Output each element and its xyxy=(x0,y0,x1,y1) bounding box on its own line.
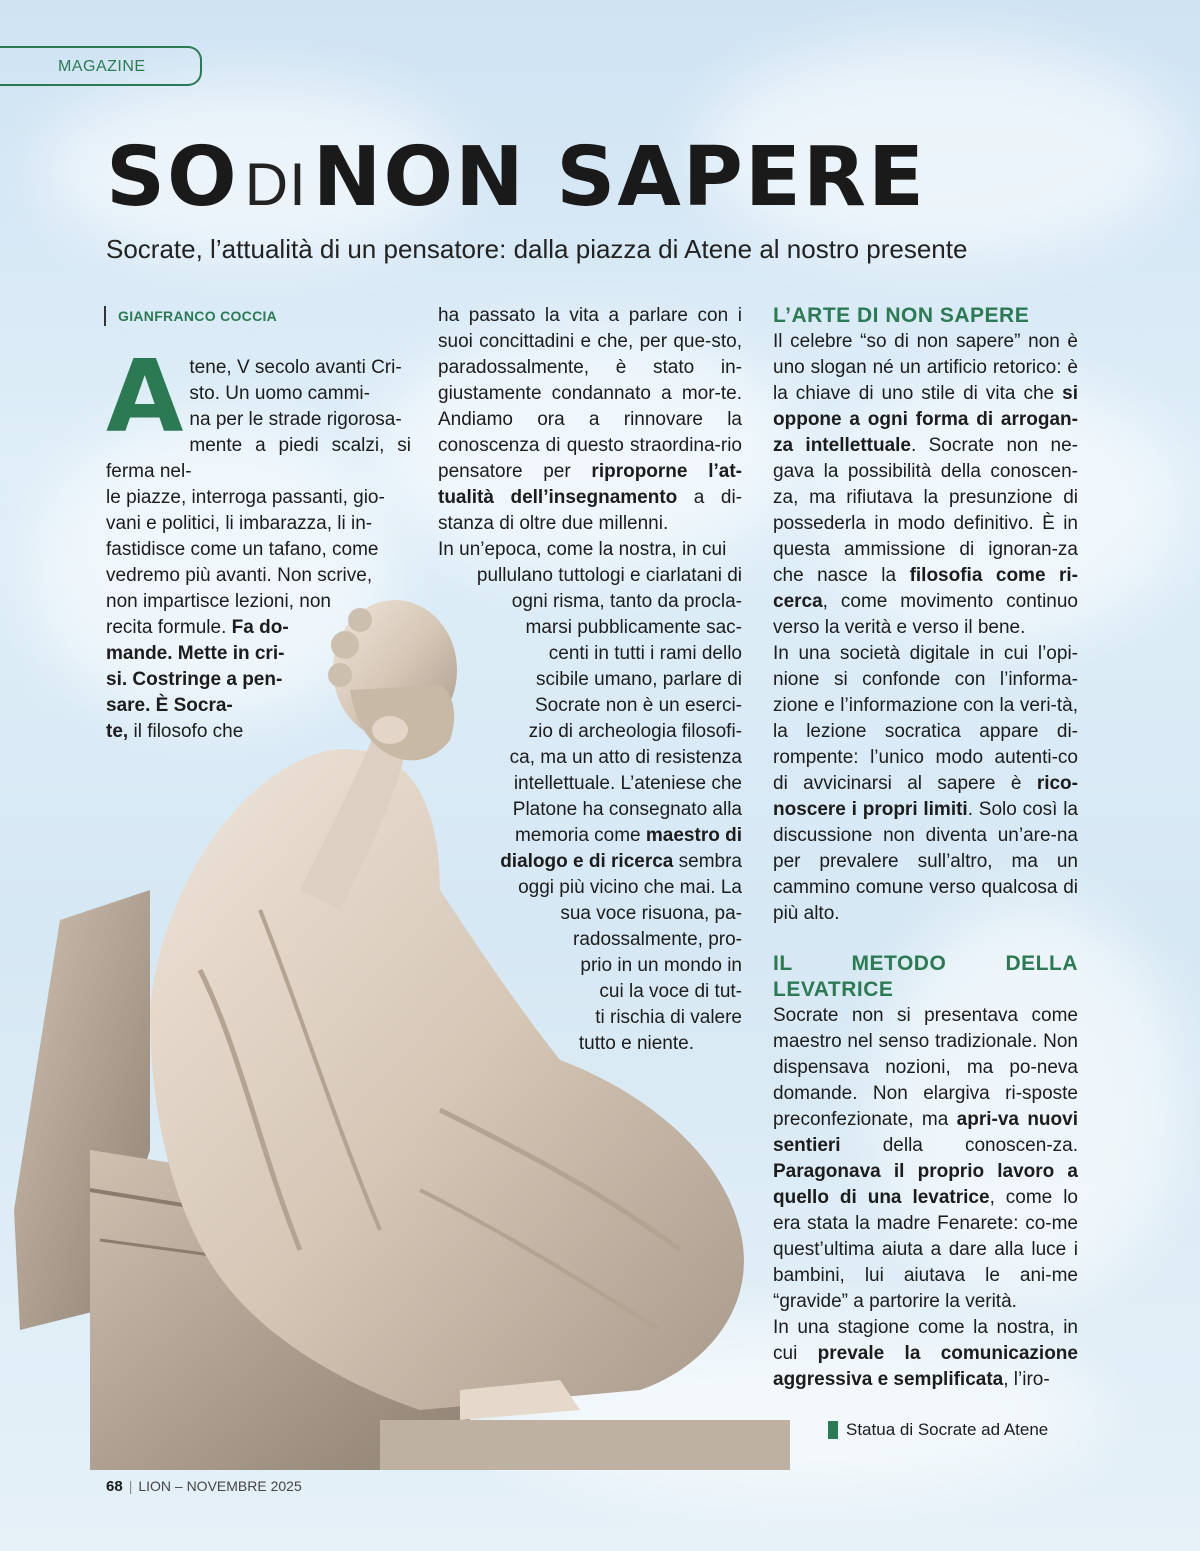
text-bold: rico-noscere i propri limiti xyxy=(773,773,1078,820)
text-line: radossalmente, pro- xyxy=(573,929,742,950)
text-line: le piazze, interroga passanti, gio- xyxy=(106,487,385,508)
text-line: zio di archeologia filosofi- xyxy=(528,721,742,742)
text-plain: , come movimento continuo verso la verità e verso il bene. xyxy=(773,591,1078,638)
text-bold: filosofia come ri-cerca xyxy=(773,565,1078,612)
text-line: tutto e niente. xyxy=(578,1033,694,1054)
text-plain: , come lo era stata la madre Fenarete: co-me quest’ultima aiuta a dare alla luce i bambini, lui aiutava le ani-me “gravide” a partorire la verità. xyxy=(773,1187,1078,1312)
headline-part1: SO xyxy=(106,130,239,225)
text-plain: il filosofo che xyxy=(128,721,244,742)
text-line: marsi pubblicamente sac- xyxy=(525,617,742,638)
text-bold-line: mande. Mette in cri- xyxy=(106,643,285,664)
paragraph xyxy=(773,1315,1078,1393)
text-plain: ha passato la vita a parlare con i suoi concittadini e che, per que-sto, paradossalmente, è stato in-giustamente condannato a mor-te. Andiamo ora a rinnovare la conoscenza di questo straordina-rio pensatore per xyxy=(438,305,742,482)
author-byline: GIANFRANCO COCCIA xyxy=(104,306,277,326)
text-plain: recita formule. xyxy=(106,617,232,638)
text-line: ogni risma, tanto da procla- xyxy=(511,591,742,612)
text-plain: sembra xyxy=(673,851,742,872)
text-plain: Socrate non si presentava come maestro nel senso tradizionale. Non dispensava nozioni, ma po-neva domande. Non elargiva ri-sposte preconfezionate, ma xyxy=(773,1005,1078,1130)
text-line: intellettuale. L’ateniese che xyxy=(513,773,742,794)
subheading-arte: L’ARTE DI NON SAPERE xyxy=(773,304,1030,327)
column-1 xyxy=(106,338,411,745)
text-line: pullulano tuttologi e ciarlatani di xyxy=(476,565,742,586)
subheading-metodo: IL METODO DELLA LEVATRICE xyxy=(773,952,1078,1001)
text-line: Socrate non è un eserci- xyxy=(534,695,742,716)
text-line: vedremo più avanti. Non scrive, xyxy=(106,565,373,586)
page-number: 68 xyxy=(106,1478,123,1495)
subtitle: Socrate, l’attualità di un pensatore: dalla piazza di Atene al nostro presente xyxy=(106,234,968,264)
text-plain: . Socrate non ne-gava la possibilità della conoscen-za, ma rifiutava la presunzione di possederla in modo definitivo. È in questa ammissione di ignoran-za che nasce la xyxy=(773,435,1078,586)
text-line xyxy=(106,615,306,641)
text-line: ti rischia di valere xyxy=(595,1007,742,1028)
text-line xyxy=(438,823,742,849)
section-label: MAGAZINE xyxy=(58,58,146,75)
text-line: non impartisce lezioni, non xyxy=(106,591,331,612)
text-plain: a di-stanza di oltre due millenni. xyxy=(438,487,742,534)
section-tab xyxy=(0,46,202,86)
caption-marker xyxy=(828,1421,838,1439)
text-line: prio in un mondo in xyxy=(580,955,742,976)
text-plain: memoria come xyxy=(514,825,646,846)
text-line: oggi più vicino che mai. La xyxy=(518,877,742,898)
text-bold: Fa do- xyxy=(231,617,289,638)
text-plain: In una stagione come la nostra, in cui xyxy=(773,1317,1078,1364)
caption-text: Statua di Socrate ad Atene xyxy=(846,1420,1049,1439)
image-caption xyxy=(828,1420,1048,1440)
text-line: sua voce risuona, pa- xyxy=(560,903,742,924)
text-line: In un’epoca, come la nostra, in cui xyxy=(438,539,727,560)
dropcap: A xyxy=(106,338,184,455)
paragraph xyxy=(438,303,742,537)
headline xyxy=(106,128,1006,228)
text-bold-line: si. Costringe a pen- xyxy=(106,669,283,690)
page-footer: 68 | LION – NOVEMBRE 2025 xyxy=(106,1478,302,1495)
text-bold: si oppone a ogni forma di arrogan-za intellettuale xyxy=(773,383,1078,456)
text-bold: te, xyxy=(106,721,129,742)
text-line: ca, ma un atto di resistenza xyxy=(509,747,742,768)
text-line: fastidisce come un tafano, come xyxy=(106,539,379,560)
text-bold: prevale la comunicazione aggressiva e semplificata xyxy=(773,1343,1078,1390)
column-3 xyxy=(773,303,1078,1393)
text-bold: riproporne l’at-tualità dell’insegnamento xyxy=(438,461,742,508)
text-line: cui la voce di tut- xyxy=(599,981,742,1002)
text-bold: dialogo e di ricerca xyxy=(500,851,674,872)
text-line: scibile umano, parlare di xyxy=(536,669,742,690)
text-line xyxy=(106,719,282,745)
text-line: na per le strade rigorosa- xyxy=(189,409,402,430)
text-line: Platone ha consegnato alla xyxy=(512,799,742,820)
text-plain: , l’iro- xyxy=(1003,1369,1050,1390)
paragraph xyxy=(773,329,1078,641)
text-line: vani e politici, li imbarazza, li in- xyxy=(106,513,373,534)
text-line: tene, V secolo avanti Cri- xyxy=(189,357,402,378)
text-line: centi in tutti i rami dello xyxy=(548,643,742,664)
column-2 xyxy=(438,303,742,1057)
text-line: mente a piedi scalzi, si ferma nel- xyxy=(106,435,411,482)
text-plain: In una società digitale in cui l’opi-nione si confonde con l’informa-zione e l’informazione con la veri-tà, la lezione socratica appare di-rompente: l’unico modo autenti-co di avvicinarsi al sapere è xyxy=(773,643,1078,794)
issue-label: LION – NOVEMBRE 2025 xyxy=(138,1478,302,1494)
text-line: sto. Un uomo cammi- xyxy=(189,383,370,404)
text-plain: . Solo così la discussione non diventa un’are-na per prevalere sull’altro, ma un cammino comune verso qualcosa di più alto. xyxy=(773,799,1078,924)
text-bold: maestro di xyxy=(645,825,742,846)
text-bold-line: sare. È Socra- xyxy=(106,695,233,716)
text-plain: Il celebre “so di non sapere” non è uno slogan né un artificio retorico: è la chiave di uno stile di vita che xyxy=(773,331,1078,404)
paragraph xyxy=(773,641,1078,927)
headline-part3: NON SAPERE xyxy=(312,130,927,225)
text-bold: apri-va nuovi sentieri xyxy=(773,1109,1078,1156)
headline-part2: DI xyxy=(244,151,307,218)
text-plain: della conoscen-za. xyxy=(840,1135,1078,1156)
paragraph xyxy=(773,1003,1078,1315)
text-bold: Paragonava il proprio lavoro a quello di una levatrice xyxy=(773,1161,1078,1208)
text-line xyxy=(438,849,742,875)
